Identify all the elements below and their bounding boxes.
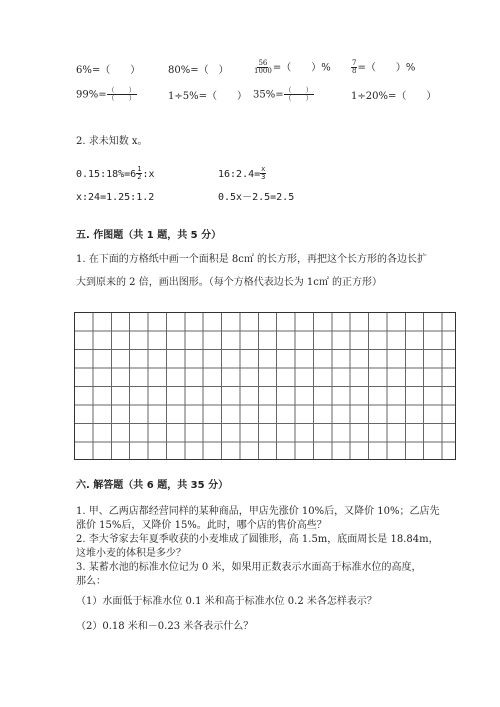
question-80-percent: 80%=（ ） — [168, 65, 229, 76]
equation-text: 0.15:18%=6 — [76, 168, 137, 180]
question-56-over-1000 — [253, 60, 331, 76]
fraction-denominator: 3 — [261, 173, 266, 182]
question-1-div-20-percent: 1÷20%=（ ） — [351, 91, 437, 102]
question-7-over-8 — [351, 60, 415, 76]
question-text: =（ ）% — [272, 62, 331, 74]
fraction — [260, 166, 266, 182]
fraction-numerator: （ ） — [284, 86, 313, 94]
equation-text: 16:2.4= — [218, 168, 261, 180]
fraction-numerator: x — [261, 165, 266, 173]
problem-2-text: 2. 李大爷家去年夏季收获的小麦堆成了圆锥形，高 1.5m，底面周长是 18.84m， — [76, 534, 439, 545]
fraction-denominator: 2 — [137, 173, 142, 182]
equation-1 — [76, 166, 154, 182]
question-6-percent: 6%=（ ） — [76, 65, 141, 76]
problem-text: 大到原来的 2 倍，画出图形。（每个方格代表边长为 1c㎡ 的正方形） — [76, 277, 383, 288]
question-35-percent — [253, 87, 314, 103]
equation-text: :x — [142, 168, 155, 180]
fraction — [107, 87, 137, 103]
section-5-title: 五. 作图题（共 1 题，共 5 分） — [76, 230, 222, 241]
problem-1-text: 1. 甲、乙两店都经营同样的某种商品，甲店先涨价 10%后，又降价 10%；乙店先 — [76, 506, 440, 517]
fraction — [284, 87, 314, 103]
fraction-numerator: 1 — [137, 165, 142, 173]
problem-1-text: 涨价 15%后，又降价 15%。此时，哪个店的售价高些？ — [76, 520, 327, 531]
section-2-title: 2. 求未知数 x。 — [76, 136, 148, 147]
equation-4: 0.5x－2.5=2.5 — [218, 192, 295, 203]
fraction-numerator: 56 — [258, 59, 268, 67]
problem-3-text: 那么： — [76, 576, 106, 587]
equation-3: x:24=1.25:1.2 — [76, 192, 155, 203]
fraction-numerator: （ ） — [107, 86, 136, 94]
fraction — [253, 60, 273, 76]
fraction-denominator: 1000 — [254, 67, 272, 76]
question-text: 99%= — [76, 89, 107, 101]
fraction-denominator: 8 — [352, 67, 357, 76]
question-99-percent — [76, 87, 137, 103]
question-text: =（ ）% — [357, 62, 416, 74]
question-1-div-5-percent: 1÷5%=（ ） — [168, 91, 247, 102]
square-grid-paper[interactable] — [74, 312, 456, 460]
fraction-numerator: 7 — [352, 59, 357, 67]
question-text: 35%= — [253, 89, 284, 101]
sub-question-2: （2）0.18 米和－0.23 米各表示什么？ — [76, 621, 254, 632]
sub-question-1: （1）水面低于标准水位 0.1 米和高于标准水位 0.2 米各怎样表示？ — [76, 596, 377, 607]
problem-2-text: 这堆小麦的体积是多少？ — [76, 548, 186, 559]
problem-3-text: 3. 某蓄水池的标准水位记为 0 米，如果用正数表示水面高于标准水位的高度， — [76, 562, 422, 573]
fraction-denominator: （ ） — [107, 94, 136, 103]
equation-2 — [218, 166, 266, 182]
problem-text: 1. 在下面的方格纸中画一个面积是 8c㎡ 的长方形，再把这个长方形的各边长扩 — [76, 254, 428, 265]
section-6-title: 六. 解答题（共 6 题，共 35 分） — [76, 480, 229, 491]
fraction-denominator: （ ） — [284, 94, 313, 103]
